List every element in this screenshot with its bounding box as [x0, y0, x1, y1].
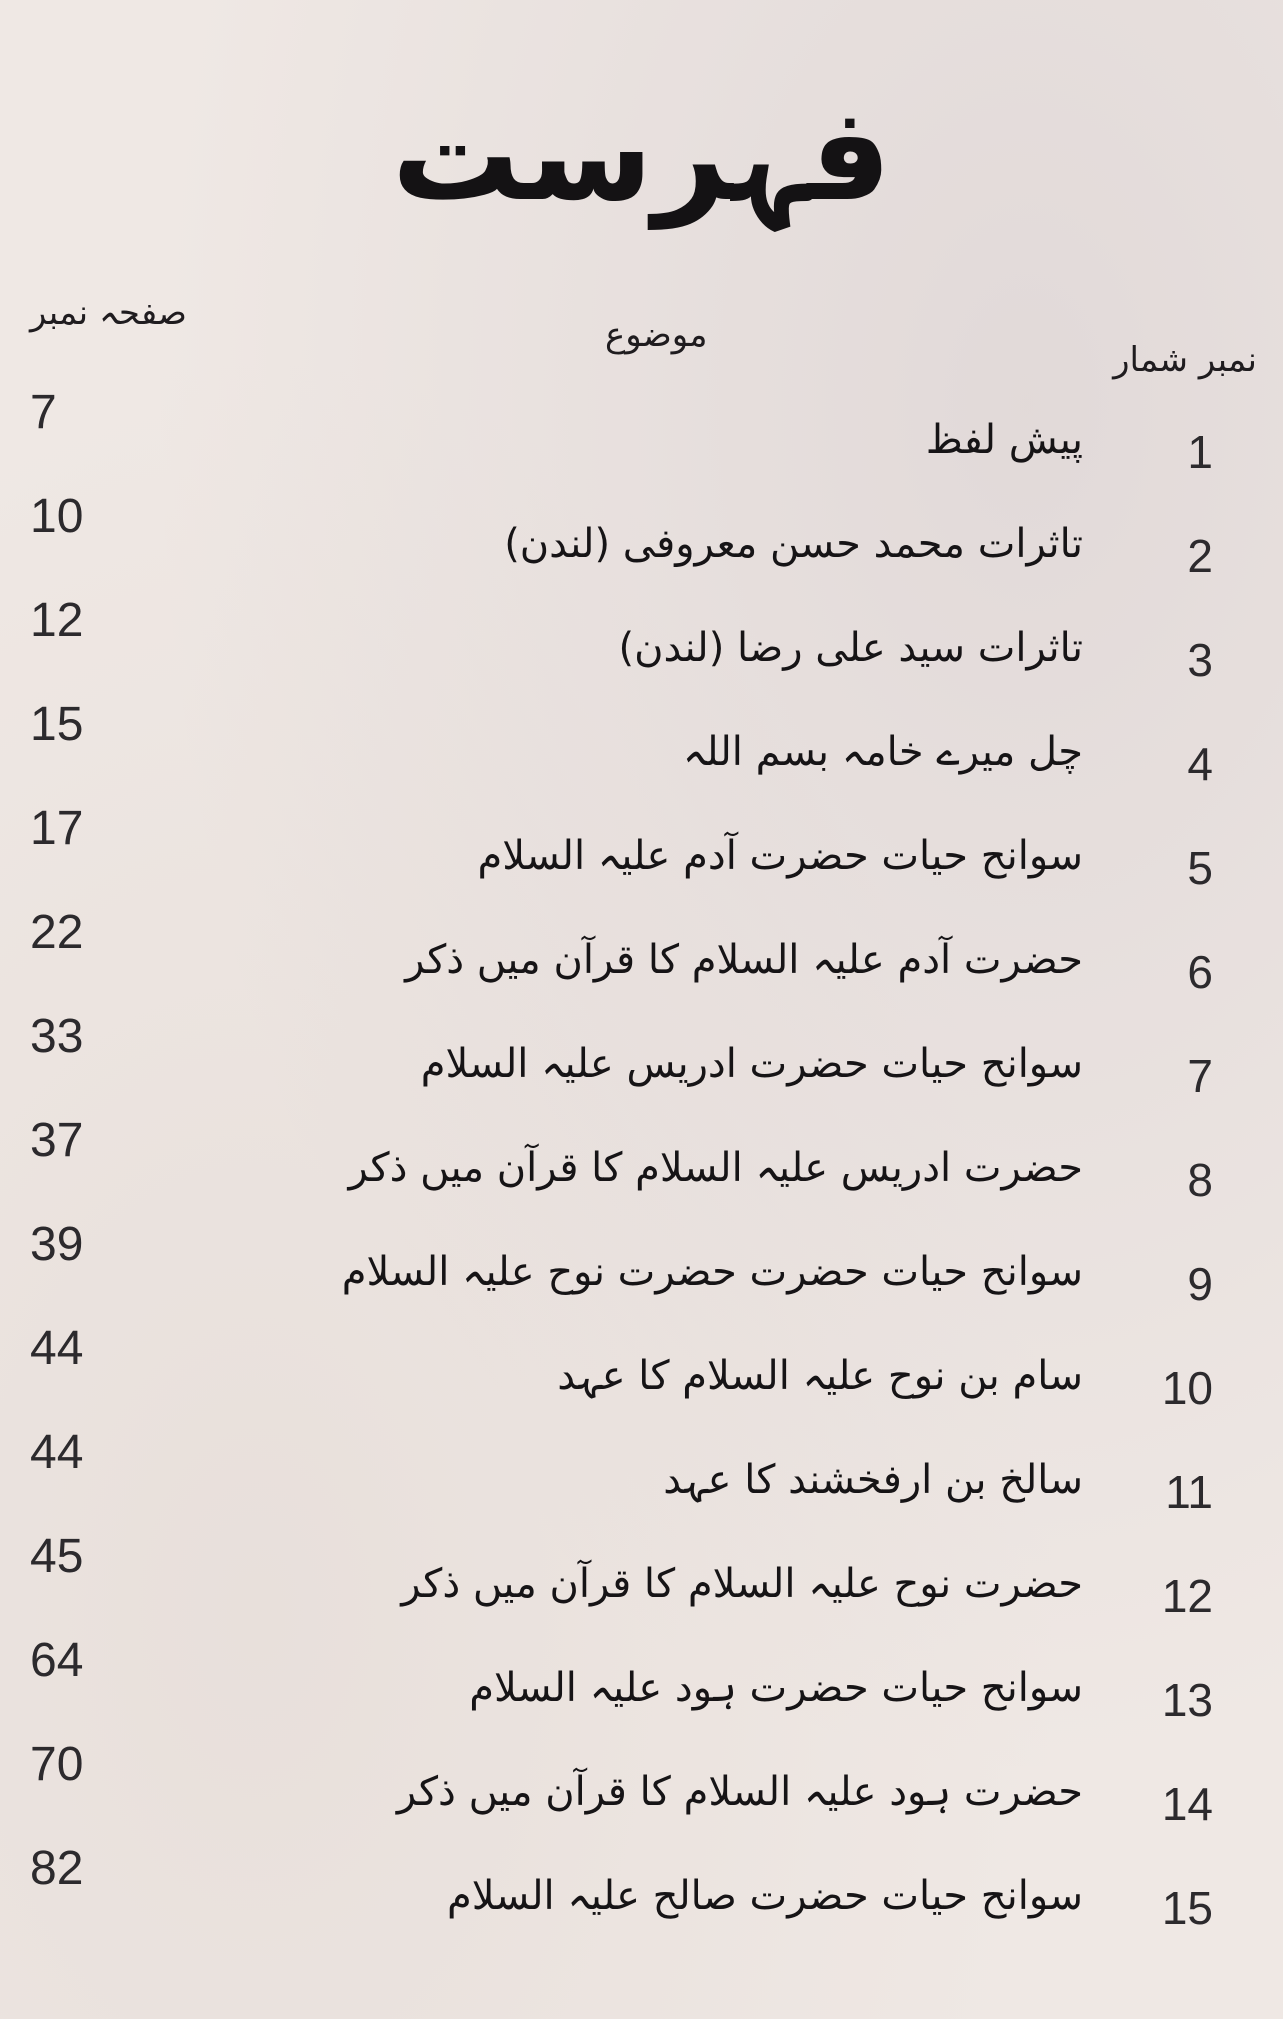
toc-page-number: 82: [30, 1842, 84, 1895]
toc-topic: سوانح حیات حضرت صالح علیہ السلام: [447, 1873, 1083, 1919]
toc-row: [0, 1737, 1283, 1841]
toc-topic: حضرت ادریس علیہ السلام کا قرآن میں ذکر: [348, 1145, 1083, 1191]
toc-page-number: 37: [30, 1114, 84, 1167]
toc-topic: سوانح حیات حضرت ہود علیہ السلام: [469, 1665, 1083, 1711]
toc-row: [0, 1425, 1283, 1529]
toc-topic: سالخ بن ارفخشند کا عہد: [663, 1457, 1083, 1503]
toc-serial: 3: [1187, 634, 1213, 686]
toc-page-number: 15: [30, 698, 84, 751]
toc-topic: حضرت آدم علیہ السلام کا قرآن میں ذکر: [405, 937, 1083, 983]
toc-topic: تاثرات سید علی رضا (لندن): [618, 625, 1083, 671]
toc-row: [0, 1321, 1283, 1425]
toc-topic: تاثرات محمد حسن معروفی (لندن): [504, 521, 1083, 567]
header-serial-number: نمبر شمار: [1113, 340, 1257, 380]
toc-row: [0, 489, 1283, 593]
toc-page-number: 64: [30, 1634, 84, 1687]
page-title: فہرست: [391, 81, 892, 230]
toc-serial: 1: [1187, 426, 1213, 478]
toc-serial: 9: [1187, 1258, 1213, 1310]
toc-serial: 5: [1187, 842, 1213, 894]
toc-serial: 8: [1187, 1154, 1213, 1206]
header-topic: موضوع: [605, 315, 708, 355]
toc-topic: سوانح حیات حضرت ادریس علیہ السلام: [420, 1041, 1083, 1087]
toc-row: [0, 1217, 1283, 1321]
toc-topic: سام بن نوح علیہ السلام کا عہد: [557, 1353, 1083, 1399]
toc-topic: سوانح حیات حضرت حضرت نوح علیہ السلام: [341, 1249, 1083, 1295]
toc-row: [0, 1113, 1283, 1217]
toc-page-number: 33: [30, 1010, 84, 1063]
toc-page-number: 39: [30, 1218, 84, 1271]
toc-page-number: 12: [30, 594, 84, 647]
toc-row: [0, 801, 1283, 905]
toc-row: [0, 385, 1283, 489]
toc-page-number: 10: [30, 490, 84, 543]
toc-page-number: 22: [30, 906, 84, 959]
toc-page-number: 44: [30, 1322, 84, 1375]
toc-page-number: 44: [30, 1426, 84, 1479]
toc-serial: 4: [1187, 738, 1213, 790]
toc-serial: 2: [1187, 530, 1213, 582]
toc-row: [0, 1529, 1283, 1633]
toc-topic: چل میرے خامہ بسم اللہ: [682, 729, 1083, 775]
toc-serial: 13: [1161, 1674, 1213, 1726]
toc-serial: 11: [1165, 1466, 1213, 1518]
toc-page-number: 45: [30, 1530, 84, 1583]
toc-serial: 10: [1161, 1362, 1213, 1414]
toc-row: [0, 905, 1283, 1009]
toc-row: [0, 593, 1283, 697]
header-page-number: صفحہ نمبر: [30, 293, 187, 333]
toc-topic: سوانح حیات حضرت آدم علیہ السلام: [477, 833, 1083, 879]
toc-page-number: 70: [30, 1738, 84, 1791]
toc-row: [0, 1633, 1283, 1737]
toc-serial: 7: [1187, 1050, 1213, 1102]
toc-row: [0, 1009, 1283, 1113]
toc-serial: 12: [1161, 1570, 1213, 1622]
toc-page-number: 7: [30, 386, 57, 439]
toc-topic: حضرت نوح علیہ السلام کا قرآن میں ذکر: [401, 1561, 1083, 1607]
toc-topic: حضرت ہود علیہ السلام کا قرآن میں ذکر: [396, 1769, 1083, 1815]
toc-page-number: 17: [30, 802, 84, 855]
toc-serial: 6: [1187, 946, 1213, 998]
toc-serial: 15: [1161, 1882, 1213, 1934]
toc-serial: 14: [1161, 1778, 1213, 1830]
toc-topic: پیش لفظ: [925, 417, 1083, 463]
toc-row: [0, 697, 1283, 801]
toc-row: [0, 1841, 1283, 1945]
